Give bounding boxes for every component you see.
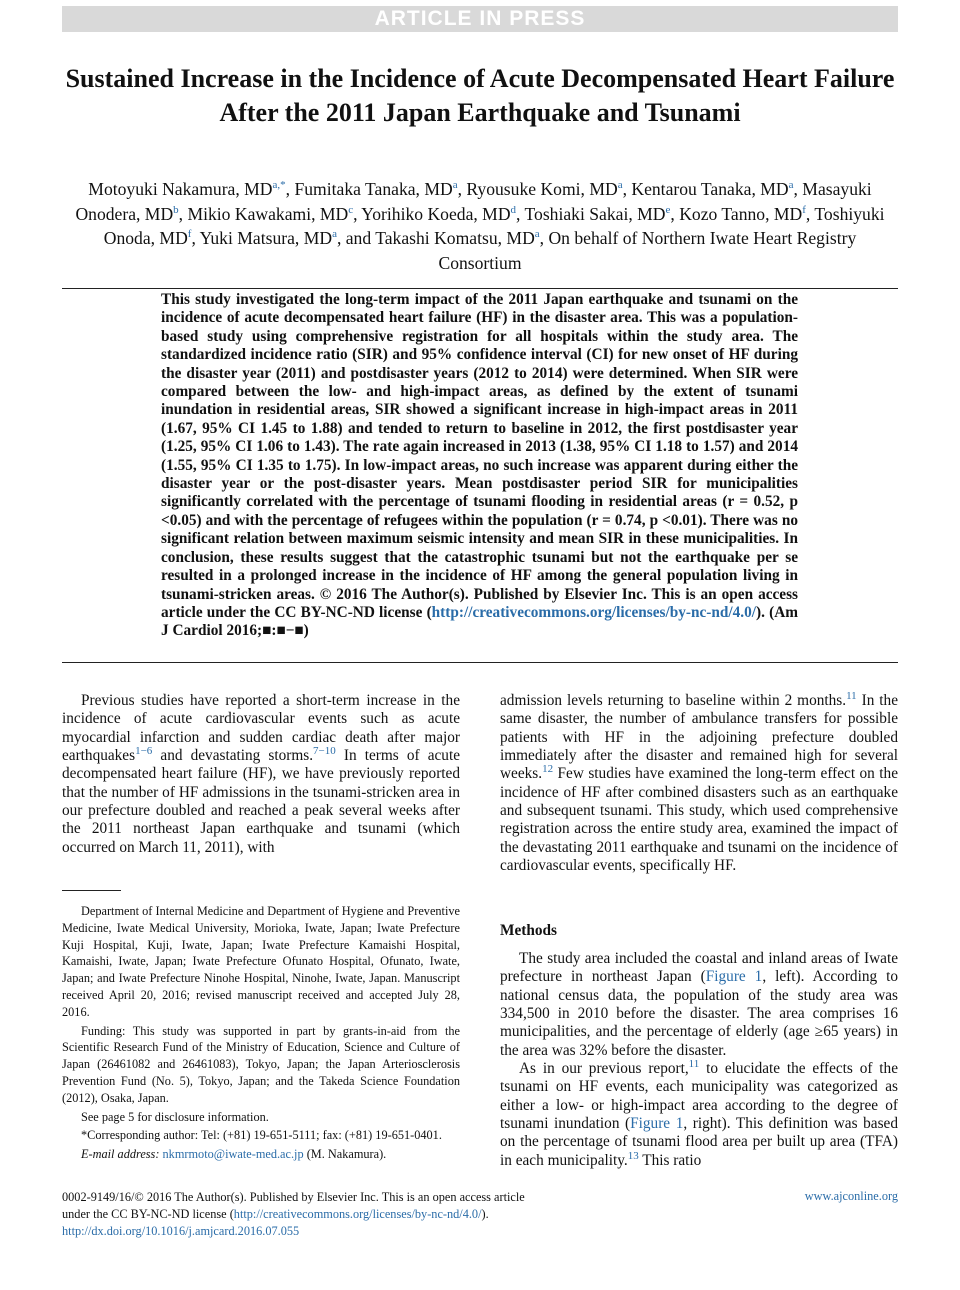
author-name: Masayuki Onodera, MD xyxy=(75,179,872,224)
affiliation-marker[interactable]: f xyxy=(802,203,806,216)
abstract-body: This study investigated the long-term impact of the 2011 Japan earthquake and tsunami on the incidence of acute decompensated heart failure (HF) in the disaster area. This was a population-based study using comprehensive registration for all hospitals within the study area. The standardized incidence ratio (SIR) and 95% confidence interval (CI) for new onset of HF during the disaster year (2011) and postdisaster years (2012 to 2014) were determined. When SIR were compared between the low- and high-impact areas, as defined by the extent of tsunami inundation in residential areas, SIR showed a significant increase in high-impact areas in 2011 (1.67, 95% CI 1.45 to 1.88) and tended to return to baseline in 2012, the first postdisaster year (1.25, 95% CI 1.06 to 1.43). The rate again increased in 2013 (1.38, 95% CI 1.18 to 1.57) and 2014 (1.55, 95% CI 1.35 to 1.75). In low-impact areas, no such increase was apparent during either the disaster year or the post-disaster years. Mean postdisaster period SIR for municipalities significantly correlated with the percentage of tsunami flooding in residential areas (r = 0.52, p <0.05) and with the percentage of refugees within the population (r = 0.74, p <0.01). There was no significant relation between maximum seismic intensity and mean SIR in these municipalities. In conclusion, these results suggest that the catastrophic tsunami but not the earthquake per se resulted in a prolonged increase in the incidence of HF among the general population living in tsunami-stricken areas. xyxy=(161,291,798,603)
journal-url[interactable]: www.ajconline.org xyxy=(804,1189,898,1203)
reference-link[interactable]: 11 xyxy=(688,1057,700,1070)
email-note: E-mail address: nkmrmoto@iwate-med.ac.jp (M. Nakamura). xyxy=(81,1147,387,1162)
affiliation-marker[interactable]: a xyxy=(534,228,540,241)
methods-paragraph: As in our previous report,$^{11}$ to elucidate the effects of the tsunami on HF events, each municipality was categorized as either a low- or high-impact area according to the degree of tsunami inundation (Figure 1, right). This definition was based on the percentage of tsunami flood area per built up area (TFA) in each municipality.$^{13}$ This ratio xyxy=(500,1057,898,1169)
license-link[interactable]: http://creativecommons.org/licenses/by-nc-nd/4.0/ xyxy=(431,603,756,621)
right-column xyxy=(500,689,898,875)
disclosure-note: See page 5 for disclosure information. xyxy=(81,1109,269,1124)
funding-note: Funding: This study was supported in part by grants-in-aid from the Scientific Research Fund of the Ministry of Education, Science and Culture of Japan (26461082 and 26461083), Tokyo, Japan; the Japan Arteriosclerosis Prevention Fund (No. 5), Tokyo, Japan; and the Takeda Science Foundation (2012), Osaka, Japan. xyxy=(62,1023,460,1105)
author-name: Mikio Kawakami, MD xyxy=(187,203,349,224)
abstract-bottom-rule xyxy=(62,662,898,663)
abstract-top-rule xyxy=(62,288,898,289)
article-in-press-banner: ARTICLE IN PRESS xyxy=(62,6,898,32)
author-name: Kozo Tanno, MD xyxy=(679,203,803,224)
reference-link[interactable]: 7−10 xyxy=(313,744,336,757)
left-column xyxy=(62,692,460,857)
corresponding-note: *Corresponding author: Tel: (+81) 19-651-5111; fax: (+81) 19-651-0401. xyxy=(81,1128,442,1143)
author-name: Takashi Komatsu, MD xyxy=(375,228,535,248)
abstract xyxy=(161,291,798,641)
intro-paragraph: Previous studies have reported a short-term increase in the incidence of acute cardiovascular events such as acute myocardial infarction and sudden cardiac death after major earthquakes$^{1-6}$ and devastating storms.$^{7-10}$ In terms of acute decompensated heart failure (HF), we have previously reported that the number of HF admissions in the tsunami-stricken area in our prefecture doubled and reached a peak several weeks after the 2011 northeast Japan earthquake and tsunami (which occurred on March 11, 2011), with xyxy=(62,692,460,856)
reference-link[interactable]: 11 xyxy=(846,689,857,702)
methods-heading: Methods xyxy=(500,922,557,939)
footer-copyright: 0002-9149/16/© 2016 The Author(s). Published by Elsevier Inc. This is an open access article under the CC BY-NC-ND license (http://creativecommons.org/licenses/by-nc-nd/4.0/). http://dx.doi.org/10.1016/j.amjcard.2016.07.055 xyxy=(62,1189,582,1240)
email-link[interactable]: nkmrmoto@iwate-med.ac.jp xyxy=(162,1147,304,1162)
affiliation-marker[interactable]: e xyxy=(665,203,671,216)
affiliation-marker[interactable]: a,* xyxy=(272,179,286,192)
figure-link[interactable]: Figure 1 xyxy=(705,968,763,986)
affiliation-marker[interactable]: a xyxy=(788,179,794,192)
author-name: Motoyuki Nakamura, MD xyxy=(88,179,273,199)
footnote-rule xyxy=(62,890,121,891)
affiliation-marker[interactable]: a xyxy=(452,179,458,192)
abstract-copyright: © 2016 The Author(s). Published by Elsevier Inc. This is an open access article under the CC BY-NC-ND license ( xyxy=(161,585,798,621)
abstract-citation: ). (Am J Cardiol 2016;■:■−■) xyxy=(161,603,798,640)
author-name: Ryousuke Komi, MD xyxy=(466,179,618,199)
author-name: Yuki Matsura, MD xyxy=(199,228,333,248)
affiliation-marker[interactable]: c xyxy=(348,203,354,216)
reference-link[interactable]: 12 xyxy=(542,763,554,776)
affiliations-note: Department of Internal Medicine and Department of Hygiene and Preventive Medicine, Iwate Medical University, Morioka, Iwate, Japan; Iwate Prefecture Kuji Hospital, Kuji, Iwate, Japan; Iwate Prefecture Kamaishi Hospital, Kamaishi, Iwate, Japan; Iwate Prefecture Ofunato Hospital, Ofunato, Iwate, Japan; and Iwate Prefecture Ninohe Hospital, Ninohe, Iwate, Japan. Manuscript received April 20, 2016; revised manuscript received and accepted July 28, 2016. xyxy=(62,904,460,1019)
reference-link[interactable]: 13 xyxy=(627,1149,639,1162)
article-title: Sustained Increase in the Incidence of Acute Decompensated Heart Failure After the 2011 Japan Earthquake and Tsunami xyxy=(65,64,895,127)
affiliation-marker[interactable]: b xyxy=(173,203,179,216)
footer-license-link[interactable]: http://creativecommons.org/licenses/by-nc-nd/4.0/ xyxy=(233,1207,482,1221)
doi-link[interactable]: http://dx.doi.org/10.1016/j.amjcard.2016.07.055 xyxy=(62,1224,300,1238)
authors-and: and xyxy=(345,228,376,248)
affiliation-marker[interactable]: a xyxy=(332,228,337,241)
author-name: Kentarou Tanaka, MD xyxy=(631,179,789,199)
affiliation-marker[interactable]: f xyxy=(187,228,192,241)
methods-body xyxy=(500,950,898,1170)
figure-link[interactable]: Figure 1 xyxy=(630,1115,684,1133)
intro-continued-paragraph: admission levels returning to baseline within 2 months.$^{11}$ In the same disaster, the number of ambulance transfers for possible patients with HF in the adjoining prefecture doubled immediately after the disaster and remained high for several weeks.$^{12}$ Few studies have examined the long-term effect on the incidence of HF after combined disasters such as an earthquake and subsequent tsunami. This study, which used comprehensive registration across the entire study area, examined the impact of the devastating 2011 earthquake and tsunami on the incidence of cardiovascular events, specifically HF. xyxy=(500,689,898,875)
affiliation-marker[interactable]: d xyxy=(510,203,517,216)
author-list: Motoyuki Nakamura, $MD^{a,*}$, Fumitaka Tanaka, $MD^a$, Ryousuke Komi, $MD^a$, Kentarou Tanaka, $MD^a$, Masayuki Onodera, $MD^b$, Mikio Kawakami, $MD^c$, Yorihiko Koeda, $MD^d$, Toshiaki Sakai, MDe, Kozo Tanno, $MD^f$, Toshiyuki Onoda, $MD^f$, Yuki Matsura, $MD^a$, and Takashi Komatsu, $MD^a$, On behalf of Northern Iwate Heart Registry Consortium xyxy=(75,179,885,273)
author-name: Yorihiko Koeda, MD xyxy=(361,203,511,224)
footnotes xyxy=(62,903,460,1165)
methods-paragraph: The study area included the coastal and inland areas of Iwate prefecture in northeast Japan (Figure 1, left). According to national census data, the population of the study area was 334,500 in 2010 before the disaster. The area comprises 16 municipalities, and the percentage of elderly (age ≥65 years) in the area was 32% before the disaster. xyxy=(500,950,898,1059)
author-name: Toshiaki Sakai, MD xyxy=(524,203,666,224)
author-name: Fumitaka Tanaka, MD xyxy=(294,179,453,199)
author-name: Toshiyuki Onoda, MD xyxy=(103,203,885,248)
affiliation-marker[interactable]: a xyxy=(617,179,623,192)
consortium: On behalf of Northern Iwate Heart Registry Consortium xyxy=(438,228,857,273)
reference-link[interactable]: 1−6 xyxy=(135,744,153,757)
